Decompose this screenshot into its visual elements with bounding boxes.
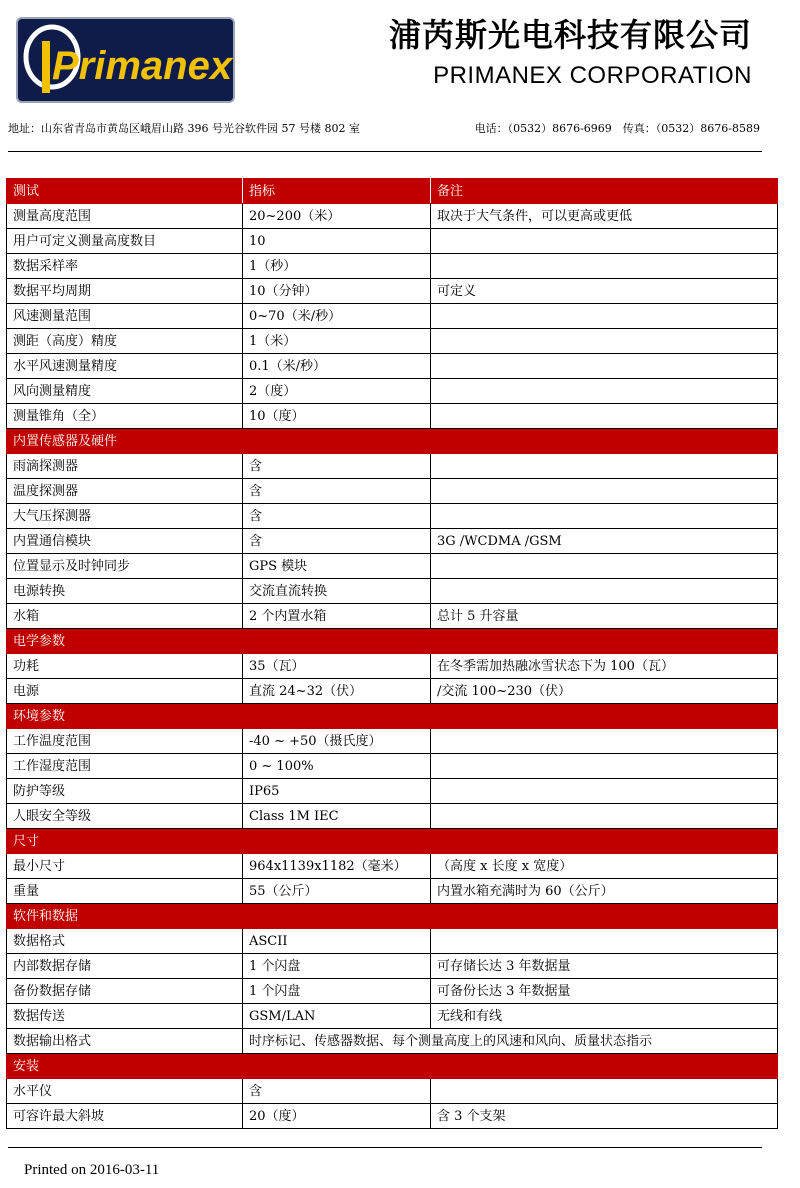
table-row (7, 204, 778, 229)
cell-note (431, 804, 778, 829)
table-row (7, 279, 778, 304)
cell-test: 防护等级 (7, 779, 243, 804)
cell-test: 工作湿度范围 (7, 754, 243, 779)
table-row (7, 604, 778, 629)
cell-test: 水箱 (7, 604, 243, 629)
cell-note (431, 504, 778, 529)
table-row (7, 879, 778, 904)
cell-test: 位置显示及时钟同步 (7, 554, 243, 579)
cell-spec: 0~70（米/秒） (243, 304, 431, 329)
cell-test: 水平风速测量精度 (7, 354, 243, 379)
section-title: 环境参数 (7, 704, 778, 729)
cell-spec: 1 个闪盘 (243, 954, 431, 979)
cell-test: 电源转换 (7, 579, 243, 604)
cell-note: 取决于大气条件，可以更高或更低 (431, 204, 778, 229)
cell-test: 内置通信模块 (7, 529, 243, 554)
cell-spec: 1（米） (243, 329, 431, 354)
cell-note (431, 1079, 778, 1104)
company-address: 地址：山东省青岛市黄岛区峨眉山路 396 号光谷软件园 57 号楼 802 室 (8, 122, 360, 135)
section-title: 安装 (7, 1054, 778, 1079)
table-header-row (7, 179, 778, 204)
cell-test: 内部数据存储 (7, 954, 243, 979)
cell-test: 雨滴探测器 (7, 454, 243, 479)
table-row (7, 354, 778, 379)
cell-spec: 含 (243, 529, 431, 554)
table-row (7, 329, 778, 354)
cell-note (431, 554, 778, 579)
table-row (7, 1079, 778, 1104)
table-row (7, 1029, 778, 1054)
section-header-row (7, 829, 778, 854)
cell-spec: 含 (243, 1079, 431, 1104)
cell-test: 测量锥角（全） (7, 404, 243, 429)
table-row (7, 654, 778, 679)
cell-spec: 10（度） (243, 404, 431, 429)
table-row (7, 454, 778, 479)
cell-spec: 1（秒） (243, 254, 431, 279)
cell-spec: IP65 (243, 779, 431, 804)
cell-test: 水平仪 (7, 1079, 243, 1104)
table-row (7, 404, 778, 429)
cell-note: 在冬季需加热融冰雪状态下为 100（瓦） (431, 654, 778, 679)
cell-note (431, 579, 778, 604)
section-header-row (7, 429, 778, 454)
cell-spec: 含 (243, 479, 431, 504)
cell-note (431, 379, 778, 404)
cell-note: （高度 x 长度 x 宽度） (431, 854, 778, 879)
cell-note: 含 3 个支架 (431, 1104, 778, 1129)
cell-spec: 含 (243, 454, 431, 479)
cell-spec: GSM/LAN (243, 1004, 431, 1029)
column-header-test: 测试 (7, 179, 243, 204)
cell-spec: 时序标记、传感器数据、每个测量高度上的风速和风向、质量状态指示 (243, 1029, 778, 1054)
column-header-note: 备注 (431, 179, 778, 204)
table-row (7, 679, 778, 704)
table-row (7, 304, 778, 329)
table-row (7, 754, 778, 779)
table-row (7, 1104, 778, 1129)
cell-note: 总计 5 升容量 (431, 604, 778, 629)
cell-spec: 2 个内置水箱 (243, 604, 431, 629)
cell-note (431, 754, 778, 779)
cell-test: 功耗 (7, 654, 243, 679)
section-header-row (7, 704, 778, 729)
table-row (7, 504, 778, 529)
cell-spec: 10 (243, 229, 431, 254)
table-row (7, 529, 778, 554)
cell-spec: Class 1M IEC (243, 804, 431, 829)
cell-spec: 20（度） (243, 1104, 431, 1129)
table-row (7, 854, 778, 879)
logo-wordmark: Primanex (52, 44, 233, 88)
cell-spec: ASCII (243, 929, 431, 954)
spec-table (6, 178, 778, 1129)
cell-note (431, 479, 778, 504)
header-divider (8, 151, 762, 152)
cell-spec: 0.1（米/秒） (243, 354, 431, 379)
cell-test: 数据传送 (7, 1004, 243, 1029)
cell-test: 测距（高度）精度 (7, 329, 243, 354)
company-contact: 电话：（0532）8676-6969 传真：（0532）8676-8589 (474, 122, 760, 135)
cell-note: 3G /WCDMA /GSM (431, 529, 778, 554)
cell-note: 可存储长达 3 年数据量 (431, 954, 778, 979)
cell-test: 风速测量范围 (7, 304, 243, 329)
table-row (7, 229, 778, 254)
cell-note: 可备份长达 3 年数据量 (431, 979, 778, 1004)
cell-note (431, 729, 778, 754)
cell-spec: 2（度） (243, 379, 431, 404)
section-header-row (7, 1054, 778, 1079)
cell-test: 工作温度范围 (7, 729, 243, 754)
table-row (7, 929, 778, 954)
cell-test: 测量高度范围 (7, 204, 243, 229)
cell-test: 重量 (7, 879, 243, 904)
printed-date: Printed on 2016-03-11 (24, 1162, 160, 1178)
cell-note: 内置水箱充满时为 60（公斤） (431, 879, 778, 904)
section-header-row (7, 904, 778, 929)
cell-test: 人眼安全等级 (7, 804, 243, 829)
cell-spec: 964x1139x1182（毫米） (243, 854, 431, 879)
cell-spec: 交流直流转换 (243, 579, 431, 604)
cell-note: 可定义 (431, 279, 778, 304)
cell-note (431, 254, 778, 279)
cell-spec: 0 ~ 100% (243, 754, 431, 779)
table-row (7, 779, 778, 804)
cell-note (431, 404, 778, 429)
table-row (7, 479, 778, 504)
cell-test: 风向测量精度 (7, 379, 243, 404)
table-row (7, 379, 778, 404)
company-name-cn: 浦芮斯光电科技有限公司 (388, 16, 752, 54)
cell-test: 备份数据存储 (7, 979, 243, 1004)
cell-test: 大气压探测器 (7, 504, 243, 529)
table-row (7, 579, 778, 604)
cell-note (431, 329, 778, 354)
cell-test: 数据采样率 (7, 254, 243, 279)
table-row (7, 954, 778, 979)
cell-spec: 直流 24~32（伏） (243, 679, 431, 704)
section-title: 尺寸 (7, 829, 778, 854)
cell-spec: 含 (243, 504, 431, 529)
cell-test: 可容许最大斜坡 (7, 1104, 243, 1129)
section-header-row (7, 629, 778, 654)
cell-test: 电源 (7, 679, 243, 704)
table-row (7, 804, 778, 829)
cell-note (431, 779, 778, 804)
cell-note: /交流 100~230（伏） (431, 679, 778, 704)
cell-note (431, 454, 778, 479)
footer-divider (8, 1147, 762, 1148)
cell-spec: 55（公斤） (243, 879, 431, 904)
cell-test: 数据输出格式 (7, 1029, 243, 1054)
cell-test: 数据格式 (7, 929, 243, 954)
cell-test: 用户可定义测量高度数目 (7, 229, 243, 254)
cell-spec: 20~200（米） (243, 204, 431, 229)
cell-test: 温度探测器 (7, 479, 243, 504)
table-row (7, 1004, 778, 1029)
section-title: 电学参数 (7, 629, 778, 654)
section-title: 软件和数据 (7, 904, 778, 929)
cell-note (431, 929, 778, 954)
company-name-en: PRIMANEX CORPORATION (433, 62, 752, 89)
cell-test: 最小尺寸 (7, 854, 243, 879)
table-row (7, 729, 778, 754)
cell-spec: 35（瓦） (243, 654, 431, 679)
cell-spec: 1 个闪盘 (243, 979, 431, 1004)
table-row (7, 254, 778, 279)
table-row (7, 979, 778, 1004)
cell-note (431, 304, 778, 329)
table-row (7, 554, 778, 579)
company-logo (16, 17, 235, 103)
cell-spec: 10（分钟） (243, 279, 431, 304)
cell-test: 数据平均周期 (7, 279, 243, 304)
cell-spec: -40 ~ +50（摄氏度） (243, 729, 431, 754)
section-title: 内置传感器及硬件 (7, 429, 778, 454)
cell-note: 无线和有线 (431, 1004, 778, 1029)
cell-spec: GPS 模块 (243, 554, 431, 579)
cell-note (431, 229, 778, 254)
column-header-spec: 指标 (243, 179, 431, 204)
cell-note (431, 354, 778, 379)
